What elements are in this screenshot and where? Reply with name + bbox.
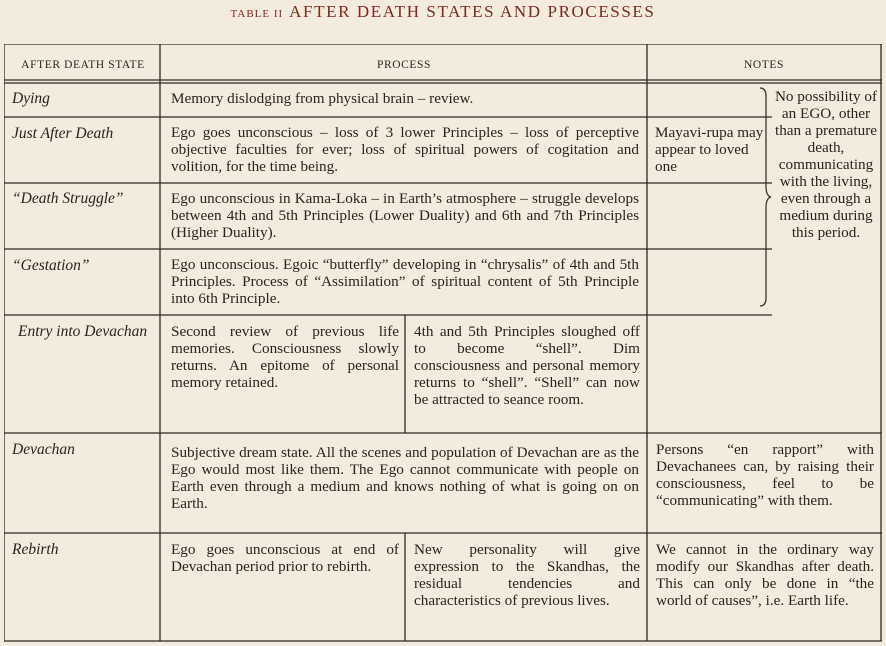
note-devachan: Persons “en rapport” with Devachanees can, by raising their consciousness, feel to be “communicating” with them. [656,441,874,509]
process-entry-left: Second review of previous life memories. Consciousness slowly returns. An epitome of personal memory retained. [171,323,399,391]
state-just-after-death: Just After Death [12,125,114,142]
process-death-struggle: Ego unconscious in Kama-Loka – in Earth’s atmosphere – struggle develops between 4th and 5th Principles (Lower Duality) and 6th and 7th Principles (Higher Duality). [171,190,639,241]
table-number: TABLE II [230,8,284,20]
state-gestation: “Gestation” [12,257,90,274]
process-devachan: Subjective dream state. All the scenes and population of Devachan are as the Ego would most like them. The Ego cannot communicate with people on Earth even through a medium and knows nothing of what is going on on Earth. [171,444,639,512]
process-entry-right: 4th and 5th Principles sloughed off to become “shell”. Dim consciousness and personal memory returns to “shell”. “Shell” can now be attracted to seance room. [414,323,640,408]
process-dying: Memory dislodging from physical brain – review. [171,90,474,107]
curly-brace-icon [756,86,772,308]
state-entry-into-devachan: Entry into Devachan [18,323,148,340]
process-just-after-death: Ego goes unconscious – loss of 3 lower Principles – loss of perceptive objective faculties for ever; loss of spiritual powers of cogitation and volition, for the time being. [171,124,639,175]
table-title-text: AFTER DEATH STATES AND PROCESSES [289,2,656,21]
table-title [0,2,886,22]
note-bracket: No possibility of an EGO, other than a premature death, communicating with the living, even through a medium during this period. [774,88,878,241]
state-death-struggle: “Death Struggle” [12,190,124,207]
header-process: PROCESS [376,59,432,71]
header-state: AFTER DEATH STATE [21,59,145,71]
state-dying: Dying [12,90,50,107]
process-rebirth-right: New personality will give expression to the Skandhas, the residual tendencies and characteristics of previous lives. [414,541,640,609]
note-rebirth: We cannot in the ordinary way modify our Skandhas after death. This can only be done in “the world of causes”, i.e. Earth life. [656,541,874,609]
state-rebirth: Rebirth [12,541,59,558]
header-notes: NOTES [743,59,785,71]
state-devachan: Devachan [12,441,75,458]
process-gestation: Ego unconscious. Egoic “butterfly” developing in “chrysalis” of 4th and 5th Principles. Process of “Assimilation” of spiritual content of 5th Principle into 6th Principle. [171,256,639,307]
note-just-after-death: Mayavi-rupa may appear to loved one [655,124,764,175]
table [4,44,882,644]
process-rebirth-left: Ego goes unconscious at end of Devachan period prior to rebirth. [171,541,399,575]
